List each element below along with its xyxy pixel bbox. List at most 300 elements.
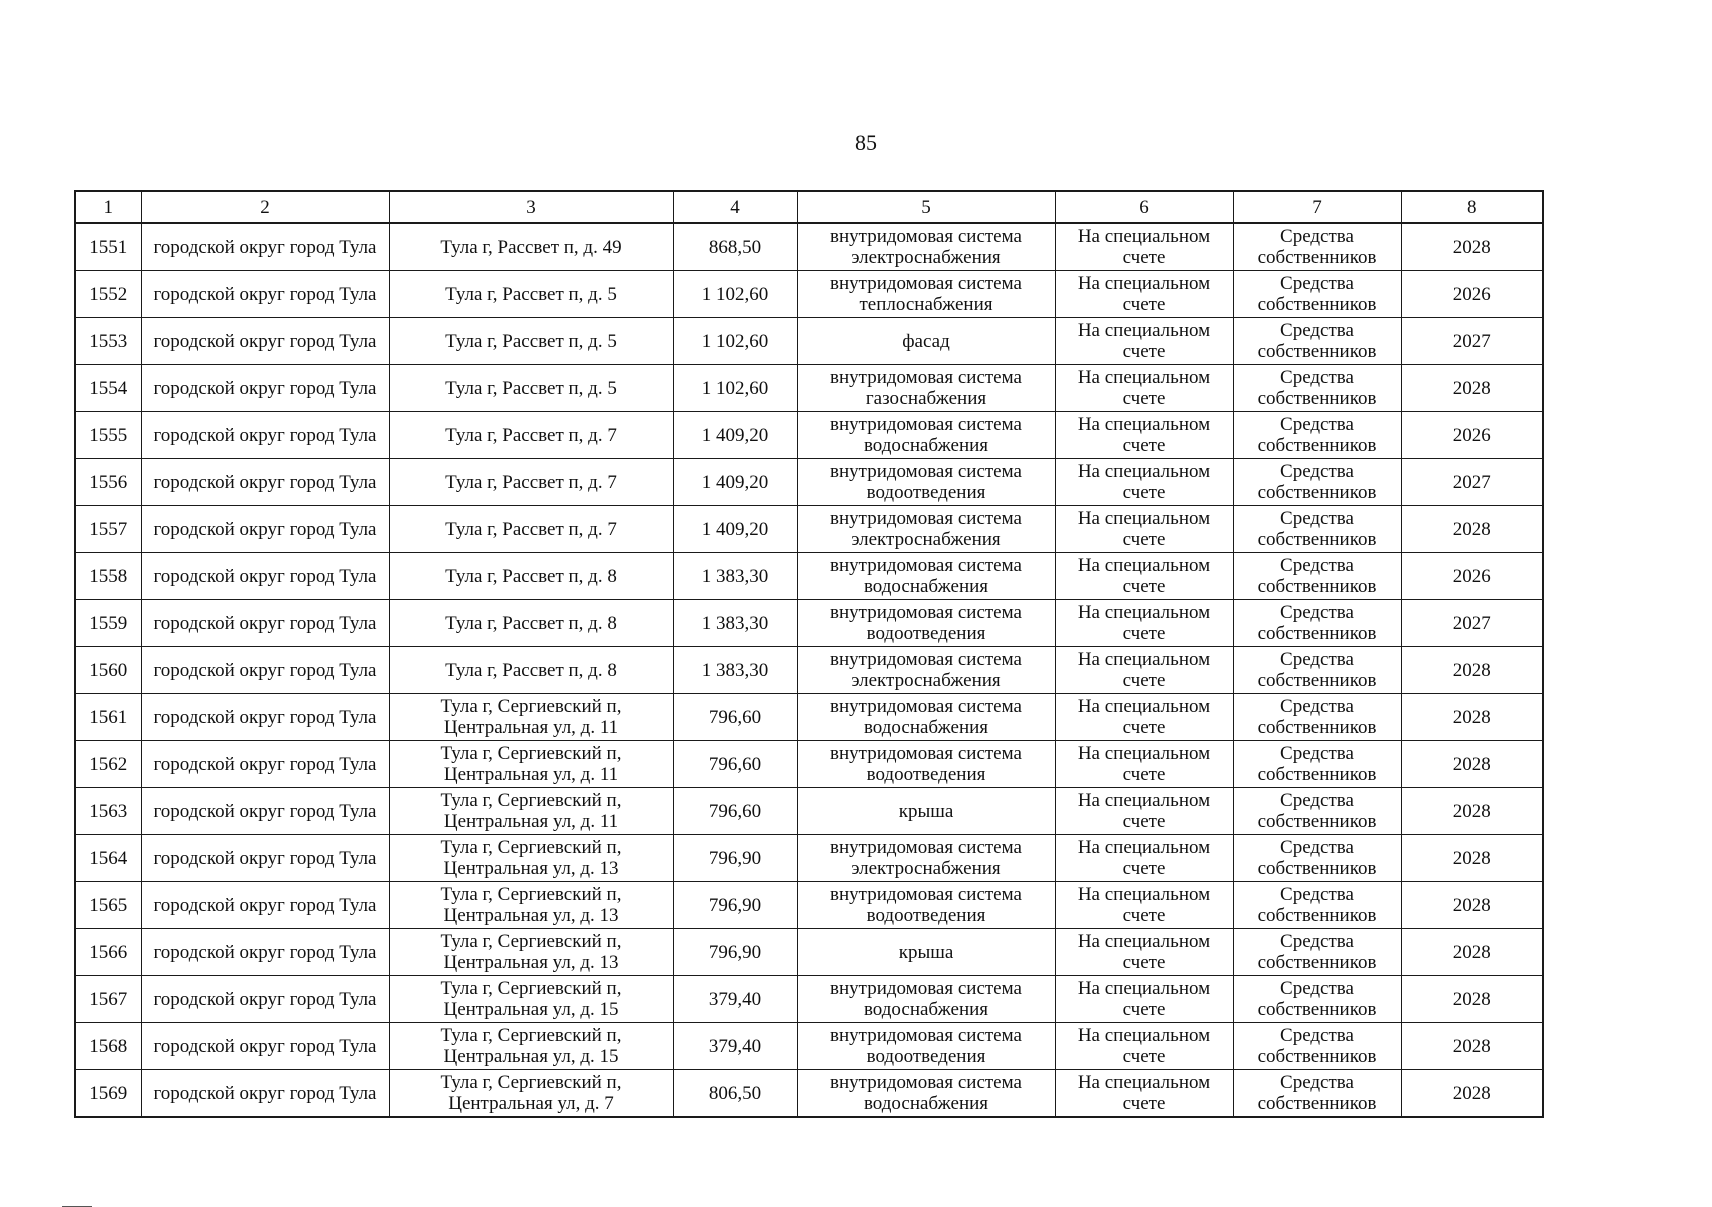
system-cell-line: внутридомовая система <box>830 461 1022 482</box>
year-cell: 2028 <box>1401 223 1543 271</box>
area-cell: 796,60 <box>673 788 797 835</box>
district-cell: городской округ город Тула <box>141 553 389 600</box>
table-row <box>75 1023 1543 1070</box>
funding-source-cell <box>1233 976 1401 1023</box>
area-cell: 1 383,30 <box>673 553 797 600</box>
account-cell-line: счете <box>1122 576 1166 597</box>
system-cell-line: водоснабжения <box>863 435 989 456</box>
address-cell <box>389 788 673 835</box>
address-cell-line: Тула г, Рассвет п, д. 49 <box>440 236 622 258</box>
area-cell: 1 102,60 <box>673 271 797 318</box>
funding-source-cell <box>1233 929 1401 976</box>
district-cell: городской округ город Тула <box>141 318 389 365</box>
account-cell-line: счете <box>1122 341 1166 362</box>
district-cell: городской округ город Тула <box>141 365 389 412</box>
address-cell <box>389 553 673 600</box>
year-cell: 2028 <box>1401 1023 1543 1070</box>
column-header-6: 6 <box>1055 191 1233 223</box>
row-number: 1567 <box>75 976 141 1023</box>
area-cell: 1 102,60 <box>673 365 797 412</box>
column-header-8: 8 <box>1401 191 1543 223</box>
account-cell-line: счете <box>1122 905 1166 926</box>
table-row <box>75 223 1543 271</box>
system-cell-line: внутридомовая система <box>830 1072 1022 1093</box>
year-cell: 2027 <box>1401 459 1543 506</box>
funding-source-cell-line: собственников <box>1257 670 1377 691</box>
system-cell-line: внутридомовая система <box>830 508 1022 529</box>
funding-source-cell-line: собственников <box>1257 717 1377 738</box>
row-number: 1566 <box>75 929 141 976</box>
system-cell-line: внутридомовая система <box>830 226 1022 247</box>
funding-source-cell-line: собственников <box>1257 623 1377 644</box>
system-cell <box>797 600 1055 647</box>
row-number: 1558 <box>75 553 141 600</box>
address-cell <box>389 882 673 929</box>
row-number: 1557 <box>75 506 141 553</box>
account-cell-line: На специальном <box>1077 790 1211 811</box>
funding-source-cell-line: собственников <box>1257 905 1377 926</box>
year-cell: 2028 <box>1401 835 1543 882</box>
address-cell-line: Центральная ул, д. 11 <box>443 764 619 785</box>
account-cell-line: счете <box>1122 1093 1166 1114</box>
account-cell <box>1055 506 1233 553</box>
account-cell-line: На специальном <box>1077 508 1211 529</box>
area-cell: 796,60 <box>673 694 797 741</box>
address-cell-line: Тула г, Сергиевский п, <box>440 837 622 858</box>
funding-source-cell-line: Средства <box>1280 978 1354 999</box>
system-cell-line: водоснабжения <box>863 999 989 1020</box>
account-cell <box>1055 1070 1233 1118</box>
district-cell: городской округ город Тула <box>141 506 389 553</box>
area-cell: 806,50 <box>673 1070 797 1118</box>
system-cell-line: водоснабжения <box>863 576 989 597</box>
district-cell: городской округ город Тула <box>141 929 389 976</box>
account-cell <box>1055 976 1233 1023</box>
area-cell: 796,90 <box>673 835 797 882</box>
area-cell: 1 102,60 <box>673 318 797 365</box>
funding-source-cell-line: Средства <box>1280 555 1354 576</box>
system-cell-line: водоотведения <box>866 1046 986 1067</box>
table-row <box>75 600 1543 647</box>
account-cell-line: счете <box>1122 858 1166 879</box>
table-body <box>75 223 1543 1117</box>
funding-source-cell-line: собственников <box>1257 388 1377 409</box>
system-cell <box>797 694 1055 741</box>
system-cell-line: теплоснабжения <box>859 294 993 315</box>
funding-source-cell <box>1233 835 1401 882</box>
area-cell: 796,90 <box>673 882 797 929</box>
address-cell <box>389 835 673 882</box>
account-cell <box>1055 741 1233 788</box>
address-cell-line: Центральная ул, д. 15 <box>443 1046 619 1067</box>
funding-source-cell-line: Средства <box>1280 696 1354 717</box>
row-number: 1560 <box>75 647 141 694</box>
page-number: 85 <box>855 130 877 155</box>
funding-source-cell-line: Средства <box>1280 931 1354 952</box>
address-cell-line: Тула г, Сергиевский п, <box>440 884 622 905</box>
account-cell-line: На специальном <box>1077 743 1211 764</box>
table-row <box>75 929 1543 976</box>
account-cell <box>1055 412 1233 459</box>
funding-source-cell-line: Средства <box>1280 602 1354 623</box>
district-cell: городской округ город Тула <box>141 412 389 459</box>
table-row <box>75 271 1543 318</box>
system-cell <box>797 1023 1055 1070</box>
year-cell: 2026 <box>1401 271 1543 318</box>
address-cell-line: Центральная ул, д. 13 <box>443 858 619 879</box>
account-cell-line: счете <box>1122 623 1166 644</box>
system-cell-line: внутридомовая система <box>830 837 1022 858</box>
system-cell-line: внутридомовая система <box>830 414 1022 435</box>
account-cell-line: счете <box>1122 482 1166 503</box>
account-cell-line: На специальном <box>1077 884 1211 905</box>
row-number: 1561 <box>75 694 141 741</box>
system-cell <box>797 976 1055 1023</box>
account-cell <box>1055 318 1233 365</box>
district-cell: городской округ город Тула <box>141 1070 389 1118</box>
account-cell <box>1055 600 1233 647</box>
funding-source-cell-line: собственников <box>1257 482 1377 503</box>
account-cell-line: счете <box>1122 999 1166 1020</box>
account-cell-line: На специальном <box>1077 696 1211 717</box>
account-cell-line: На специальном <box>1077 226 1211 247</box>
funding-source-cell <box>1233 882 1401 929</box>
account-cell-line: счете <box>1122 294 1166 315</box>
funding-source-cell <box>1233 788 1401 835</box>
account-cell <box>1055 647 1233 694</box>
account-cell <box>1055 271 1233 318</box>
funding-source-cell-line: Средства <box>1280 649 1354 670</box>
district-cell: городской округ город Тула <box>141 223 389 271</box>
system-cell-line: электроснабжения <box>851 670 1001 691</box>
funding-source-cell <box>1233 600 1401 647</box>
funding-source-cell-line: Средства <box>1280 884 1354 905</box>
column-header-1: 1 <box>75 191 141 223</box>
table-row <box>75 694 1543 741</box>
system-cell-line: внутридомовая система <box>830 367 1022 388</box>
account-cell-line: На специальном <box>1077 649 1211 670</box>
district-cell: городской округ город Тула <box>141 271 389 318</box>
address-cell-line: Тула г, Рассвет п, д. 8 <box>445 565 617 587</box>
funding-source-cell <box>1233 271 1401 318</box>
row-number: 1563 <box>75 788 141 835</box>
account-cell-line: На специальном <box>1077 273 1211 294</box>
funding-source-cell <box>1233 1070 1401 1118</box>
funding-source-cell <box>1233 412 1401 459</box>
system-cell-line: водоснабжения <box>863 1093 989 1114</box>
funding-source-cell-line: Средства <box>1280 226 1354 247</box>
system-cell <box>797 223 1055 271</box>
address-cell-line: Тула г, Рассвет п, д. 7 <box>445 424 617 446</box>
system-cell-line: крыша <box>898 941 954 963</box>
row-number: 1551 <box>75 223 141 271</box>
system-cell-line: внутридомовая система <box>830 696 1022 717</box>
row-number: 1559 <box>75 600 141 647</box>
row-number: 1564 <box>75 835 141 882</box>
funding-source-cell <box>1233 553 1401 600</box>
table-row <box>75 459 1543 506</box>
table-row <box>75 835 1543 882</box>
row-number: 1555 <box>75 412 141 459</box>
system-cell <box>797 882 1055 929</box>
address-cell-line: Тула г, Сергиевский п, <box>440 978 622 999</box>
system-cell-line: электроснабжения <box>851 858 1001 879</box>
row-number: 1562 <box>75 741 141 788</box>
funding-source-cell-line: Средства <box>1280 414 1354 435</box>
address-cell-line: Тула г, Сергиевский п, <box>440 1025 622 1046</box>
funding-source-cell-line: собственников <box>1257 1046 1377 1067</box>
funding-source-cell-line: собственников <box>1257 811 1377 832</box>
account-cell-line: На специальном <box>1077 931 1211 952</box>
area-cell: 868,50 <box>673 223 797 271</box>
address-cell-line: Тула г, Рассвет п, д. 5 <box>445 283 617 305</box>
funding-source-cell <box>1233 1023 1401 1070</box>
year-cell: 2028 <box>1401 694 1543 741</box>
account-cell-line: счете <box>1122 247 1166 268</box>
year-cell: 2028 <box>1401 882 1543 929</box>
column-header-7: 7 <box>1233 191 1401 223</box>
district-cell: городской округ город Тула <box>141 741 389 788</box>
account-cell <box>1055 459 1233 506</box>
account-cell <box>1055 929 1233 976</box>
funding-source-cell-line: Средства <box>1280 508 1354 529</box>
system-cell-line: внутридомовая система <box>830 884 1022 905</box>
funding-source-cell <box>1233 506 1401 553</box>
row-number: 1569 <box>75 1070 141 1118</box>
address-cell-line: Центральная ул, д. 11 <box>443 717 619 738</box>
system-cell-line: водоотведения <box>866 482 986 503</box>
funding-source-cell-line: Средства <box>1280 837 1354 858</box>
address-cell-line: Тула г, Рассвет п, д. 7 <box>445 471 617 493</box>
funding-source-cell-line: Средства <box>1280 743 1354 764</box>
address-cell <box>389 506 673 553</box>
system-cell <box>797 553 1055 600</box>
account-cell-line: На специальном <box>1077 602 1211 623</box>
year-cell: 2026 <box>1401 553 1543 600</box>
district-cell: городской округ город Тула <box>141 647 389 694</box>
account-cell-line: счете <box>1122 435 1166 456</box>
account-cell-line: счете <box>1122 670 1166 691</box>
address-cell-line: Тула г, Рассвет п, д. 8 <box>445 659 617 681</box>
row-number: 1554 <box>75 365 141 412</box>
area-cell: 1 409,20 <box>673 459 797 506</box>
address-cell <box>389 694 673 741</box>
year-cell: 2028 <box>1401 788 1543 835</box>
account-cell-line: На специальном <box>1077 320 1211 341</box>
address-cell-line: Тула г, Рассвет п, д. 5 <box>445 330 617 352</box>
table-row <box>75 882 1543 929</box>
funding-source-cell-line: собственников <box>1257 1093 1377 1114</box>
account-cell-line: На специальном <box>1077 367 1211 388</box>
district-cell: городской округ город Тула <box>141 882 389 929</box>
account-cell-line: счете <box>1122 1046 1166 1067</box>
district-cell: городской округ город Тула <box>141 459 389 506</box>
account-cell-line: На специальном <box>1077 837 1211 858</box>
district-cell: городской округ город Тула <box>141 694 389 741</box>
funding-source-cell-line: Средства <box>1280 367 1354 388</box>
address-cell <box>389 459 673 506</box>
funding-source-cell <box>1233 223 1401 271</box>
funding-source-cell-line: Средства <box>1280 273 1354 294</box>
system-cell-line: внутридомовая система <box>830 743 1022 764</box>
year-cell: 2028 <box>1401 929 1543 976</box>
column-header-5: 5 <box>797 191 1055 223</box>
funding-source-cell-line: Средства <box>1280 461 1354 482</box>
address-cell-line: Тула г, Рассвет п, д. 7 <box>445 518 617 540</box>
year-cell: 2028 <box>1401 1070 1543 1118</box>
account-cell <box>1055 694 1233 741</box>
row-number: 1565 <box>75 882 141 929</box>
address-cell <box>389 1023 673 1070</box>
area-cell: 379,40 <box>673 976 797 1023</box>
system-cell-line: внутридомовая система <box>830 602 1022 623</box>
column-header-2: 2 <box>141 191 389 223</box>
address-cell-line: Тула г, Рассвет п, д. 8 <box>445 612 617 634</box>
account-cell-line: счете <box>1122 811 1166 832</box>
system-cell <box>797 365 1055 412</box>
system-cell <box>797 647 1055 694</box>
row-number: 1552 <box>75 271 141 318</box>
row-number: 1568 <box>75 1023 141 1070</box>
system-cell-line: внутридомовая система <box>830 1025 1022 1046</box>
column-header-4: 4 <box>673 191 797 223</box>
funding-source-cell-line: Средства <box>1280 790 1354 811</box>
funding-source-cell-line: собственников <box>1257 294 1377 315</box>
account-cell-line: счете <box>1122 388 1166 409</box>
account-cell <box>1055 882 1233 929</box>
address-cell-line: Тула г, Сергиевский п, <box>440 790 622 811</box>
account-cell <box>1055 835 1233 882</box>
funding-source-cell <box>1233 365 1401 412</box>
system-cell-line: электроснабжения <box>851 529 1001 550</box>
account-cell-line: На специальном <box>1077 1025 1211 1046</box>
account-cell <box>1055 365 1233 412</box>
funding-source-cell <box>1233 647 1401 694</box>
account-cell <box>1055 1023 1233 1070</box>
year-cell: 2027 <box>1401 318 1543 365</box>
district-cell: городской округ город Тула <box>141 835 389 882</box>
account-cell-line: счете <box>1122 717 1166 738</box>
account-cell <box>1055 553 1233 600</box>
funding-source-cell-line: собственников <box>1257 341 1377 362</box>
system-cell-line: внутридомовая система <box>830 978 1022 999</box>
address-cell-line: Тула г, Рассвет п, д. 5 <box>445 377 617 399</box>
system-cell-line: водоснабжения <box>863 717 989 738</box>
row-number: 1556 <box>75 459 141 506</box>
system-cell-line: крыша <box>898 800 954 822</box>
area-cell: 1 409,20 <box>673 506 797 553</box>
system-cell <box>797 271 1055 318</box>
area-cell: 796,60 <box>673 741 797 788</box>
year-cell: 2028 <box>1401 741 1543 788</box>
address-cell <box>389 365 673 412</box>
table-row <box>75 412 1543 459</box>
system-cell-line: водоотведения <box>866 764 986 785</box>
system-cell <box>797 459 1055 506</box>
address-cell-line: Центральная ул, д. 11 <box>443 811 619 832</box>
funding-source-cell <box>1233 459 1401 506</box>
funding-source-cell-line: собственников <box>1257 858 1377 879</box>
funding-source-cell-line: собственников <box>1257 764 1377 785</box>
system-cell <box>797 506 1055 553</box>
system-cell <box>797 1070 1055 1118</box>
address-cell-line: Тула г, Сергиевский п, <box>440 1072 622 1093</box>
year-cell: 2028 <box>1401 506 1543 553</box>
year-cell: 2028 <box>1401 365 1543 412</box>
system-cell-line: внутридомовая система <box>830 555 1022 576</box>
system-cell-line: внутридомовая система <box>830 649 1022 670</box>
system-cell-line: внутридомовая система <box>830 273 1022 294</box>
system-cell-line: электроснабжения <box>851 247 1001 268</box>
capital-repair-table <box>74 190 1544 1118</box>
account-cell <box>1055 223 1233 271</box>
table-row <box>75 741 1543 788</box>
year-cell: 2028 <box>1401 647 1543 694</box>
address-cell <box>389 223 673 271</box>
funding-source-cell <box>1233 694 1401 741</box>
address-cell <box>389 1070 673 1118</box>
account-cell-line: На специальном <box>1077 461 1211 482</box>
address-cell-line: Тула г, Сергиевский п, <box>440 696 622 717</box>
address-cell-line: Центральная ул, д. 15 <box>443 999 619 1020</box>
table-row <box>75 1070 1543 1118</box>
funding-source-cell-line: Средства <box>1280 1072 1354 1093</box>
row-number: 1553 <box>75 318 141 365</box>
district-cell: городской округ город Тула <box>141 788 389 835</box>
account-cell <box>1055 788 1233 835</box>
year-cell: 2027 <box>1401 600 1543 647</box>
address-cell-line: Тула г, Сергиевский п, <box>440 931 622 952</box>
table-row <box>75 506 1543 553</box>
year-cell: 2026 <box>1401 412 1543 459</box>
area-cell: 1 383,30 <box>673 647 797 694</box>
funding-source-cell <box>1233 318 1401 365</box>
funding-source-cell-line: собственников <box>1257 435 1377 456</box>
system-cell-line: фасад <box>902 330 950 352</box>
funding-source-cell-line: собственников <box>1257 576 1377 597</box>
funding-source-cell-line: собственников <box>1257 952 1377 973</box>
system-cell <box>797 741 1055 788</box>
account-cell-line: счете <box>1122 764 1166 785</box>
system-cell-line: водоотведения <box>866 905 986 926</box>
table-row <box>75 318 1543 365</box>
funding-source-cell-line: собственников <box>1257 247 1377 268</box>
area-cell: 796,90 <box>673 929 797 976</box>
address-cell <box>389 647 673 694</box>
table-row <box>75 976 1543 1023</box>
address-cell <box>389 976 673 1023</box>
district-cell: городской округ город Тула <box>141 976 389 1023</box>
district-cell: городской округ город Тула <box>141 600 389 647</box>
account-cell-line: счете <box>1122 952 1166 973</box>
area-cell: 1 409,20 <box>673 412 797 459</box>
district-cell: городской округ город Тула <box>141 1023 389 1070</box>
funding-source-cell-line: Средства <box>1280 320 1354 341</box>
funding-source-cell-line: Средства <box>1280 1025 1354 1046</box>
system-cell <box>797 318 1055 365</box>
area-cell: 1 383,30 <box>673 600 797 647</box>
area-cell: 379,40 <box>673 1023 797 1070</box>
account-cell-line: На специальном <box>1077 414 1211 435</box>
system-cell <box>797 835 1055 882</box>
address-cell-line: Центральная ул, д. 13 <box>443 905 619 926</box>
funding-source-cell <box>1233 741 1401 788</box>
account-cell-line: На специальном <box>1077 555 1211 576</box>
address-cell-line: Тула г, Сергиевский п, <box>440 743 622 764</box>
account-cell-line: На специальном <box>1077 978 1211 999</box>
table-row <box>75 647 1543 694</box>
address-cell <box>389 318 673 365</box>
